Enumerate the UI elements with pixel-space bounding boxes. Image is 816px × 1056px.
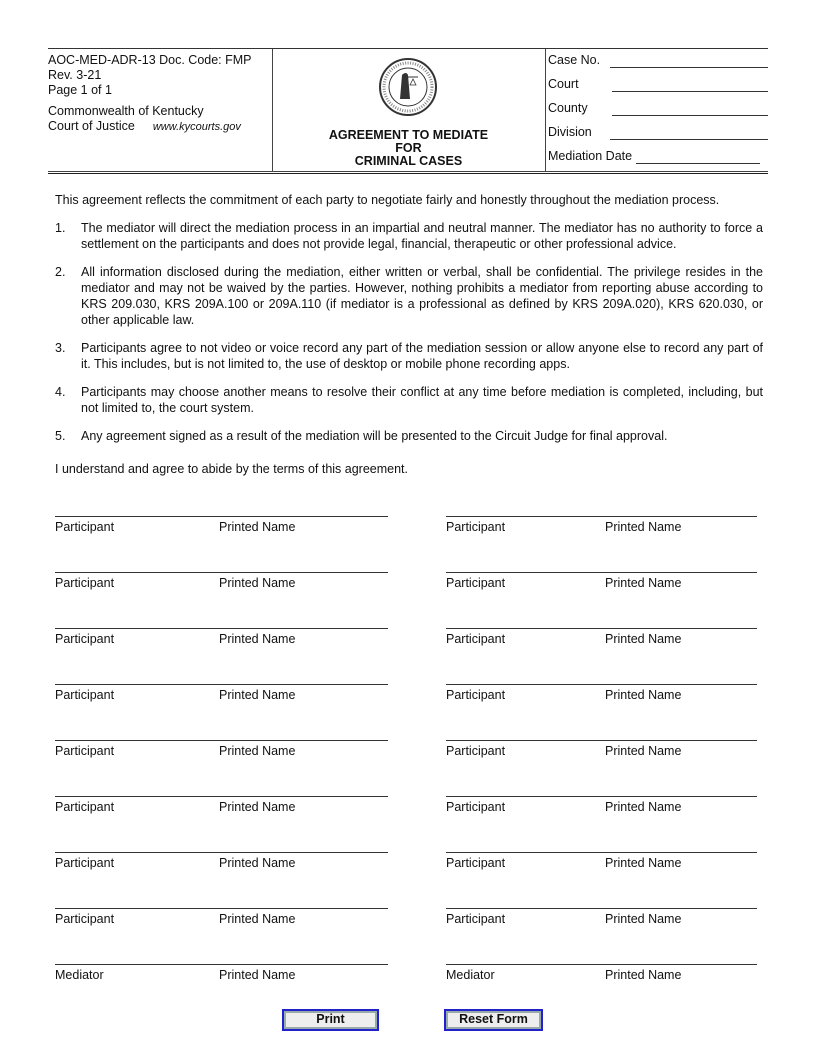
signature-line[interactable]: [55, 740, 388, 741]
field-input[interactable]: [612, 101, 768, 116]
reset-form-button[interactable]: Reset Form: [444, 1009, 543, 1031]
signature-line[interactable]: [55, 908, 388, 909]
field-label: Case No.: [548, 53, 601, 67]
form-info: [48, 53, 272, 135]
signer-role: Participant: [55, 800, 115, 814]
signature-block: [446, 852, 757, 872]
signature-block: [55, 516, 388, 536]
signature-block: [55, 740, 388, 760]
signature-block: [55, 964, 388, 984]
printed-name-label: Printed Name: [219, 912, 296, 926]
printed-name-label: Printed Name: [605, 744, 682, 758]
signature-block: [446, 796, 757, 816]
signature-line[interactable]: [446, 796, 757, 797]
field-label: Mediation Date: [548, 149, 633, 163]
title-line: FOR: [395, 141, 422, 155]
intro-text: This agreement reflects the commitment of each party to negotiate fairly and honestly throughout the mediation process.: [55, 193, 720, 207]
signer-role: Participant: [55, 520, 115, 534]
printed-name-label: Printed Name: [605, 800, 682, 814]
term-item: [55, 220, 763, 252]
printed-name-label: Printed Name: [219, 688, 296, 702]
signature-line[interactable]: [446, 516, 757, 517]
term-number: 5.: [55, 429, 66, 443]
signer-role: Participant: [446, 632, 506, 646]
field-label: Division: [548, 125, 592, 139]
field-input[interactable]: [612, 77, 768, 92]
signer-role: Participant: [55, 632, 115, 646]
signature-line[interactable]: [446, 628, 757, 629]
signer-role: Participant: [55, 688, 115, 702]
court-of-justice: Court of Justice: [48, 119, 135, 133]
signer-role: Participant: [446, 576, 506, 590]
term-item: [55, 428, 763, 444]
term-number: 1.: [55, 221, 66, 235]
signature-line[interactable]: [446, 908, 757, 909]
title-line: CRIMINAL CASES: [354, 154, 463, 168]
signature-line[interactable]: [446, 684, 757, 685]
signature-line[interactable]: [446, 964, 757, 965]
printed-name-label: Printed Name: [219, 800, 296, 814]
signer-role: Participant: [446, 912, 506, 926]
signature-block: [446, 908, 757, 928]
county-field[interactable]: [548, 101, 768, 125]
printed-name-label: Printed Name: [605, 912, 682, 926]
signature-block: [55, 684, 388, 704]
signer-role: Participant: [55, 912, 115, 926]
signer-role: Participant: [55, 856, 115, 870]
field-input[interactable]: [610, 53, 768, 68]
term-text: Any agreement signed as a result of the mediation will be presented to the Circuit Judge for final approval.: [81, 429, 668, 443]
case-fields: [548, 53, 768, 173]
signature-line[interactable]: [55, 852, 388, 853]
signature-line[interactable]: [446, 572, 757, 573]
signature-block: [55, 796, 388, 816]
website: www.kycourts.gov: [152, 121, 241, 133]
field-label: County: [548, 101, 588, 115]
printed-name-label: Printed Name: [219, 520, 296, 534]
printed-name-label: Printed Name: [219, 968, 296, 982]
division-field[interactable]: [548, 125, 768, 149]
signature-block: [55, 628, 388, 648]
signature-block: [446, 964, 757, 984]
signature-line[interactable]: [55, 964, 388, 965]
term-item: [55, 384, 763, 416]
field-label: Court: [548, 77, 579, 91]
signature-block: [55, 908, 388, 928]
signer-role: Participant: [446, 856, 506, 870]
printed-name-label: Printed Name: [605, 576, 682, 590]
printed-name-label: Printed Name: [219, 744, 296, 758]
court-line: [48, 119, 272, 135]
printed-name-label: Printed Name: [605, 688, 682, 702]
field-input[interactable]: [610, 125, 768, 140]
court-seal-icon: [378, 57, 438, 117]
divider: [545, 49, 546, 171]
form-header: [48, 48, 768, 174]
signature-line[interactable]: [446, 740, 757, 741]
printed-name-label: Printed Name: [605, 856, 682, 870]
mediation-date-field[interactable]: [548, 149, 768, 173]
signer-role: Participant: [446, 800, 506, 814]
term-number: 4.: [55, 385, 66, 399]
signer-role: Participant: [446, 744, 506, 758]
term-text: Participants may choose another means to resolve their conflict at any time before mediation is completed, including, but not limited to, the court system.: [81, 385, 763, 415]
term-number: 2.: [55, 265, 66, 279]
field-input[interactable]: [636, 149, 760, 164]
printed-name-label: Printed Name: [219, 856, 296, 870]
signature-line[interactable]: [446, 852, 757, 853]
term-number: 3.: [55, 341, 66, 355]
signature-line[interactable]: [55, 516, 388, 517]
printed-name-label: Printed Name: [219, 576, 296, 590]
signature-block: [55, 852, 388, 872]
signature-block: [446, 628, 757, 648]
court-field[interactable]: [548, 77, 768, 101]
printed-name-label: Printed Name: [605, 632, 682, 646]
signature-block: [446, 740, 757, 760]
printed-name-label: Printed Name: [605, 520, 682, 534]
signer-role: Participant: [55, 576, 115, 590]
page-number: Page 1 of 1: [48, 83, 112, 97]
signer-role: Participant: [55, 744, 115, 758]
commonwealth: Commonwealth of Kentucky: [48, 104, 204, 118]
title-line: AGREEMENT TO MEDIATE: [328, 128, 489, 142]
revision: Rev. 3-21: [48, 68, 102, 82]
term-text: Participants agree to not video or voice record any part of the mediation session or allow anyone else to record any part of it. This includes, but is not limited to, the use of desktop or mobile phone recording apps.: [81, 341, 763, 371]
printed-name-label: Printed Name: [219, 632, 296, 646]
signer-role: Mediator: [446, 968, 495, 982]
signature-line[interactable]: [55, 572, 388, 573]
signer-role: Mediator: [55, 968, 104, 982]
signer-role: Participant: [446, 688, 506, 702]
document-title: [272, 129, 545, 168]
signature-block: [55, 572, 388, 592]
signature-line[interactable]: [55, 796, 388, 797]
term-item: [55, 340, 763, 372]
signature-block: [446, 684, 757, 704]
divider: [48, 173, 768, 174]
signature-line[interactable]: [55, 684, 388, 685]
signature-line[interactable]: [55, 628, 388, 629]
signature-block: [446, 516, 757, 536]
term-text: The mediator will direct the mediation process in an impartial and neutral manner. The mediator has no authority to force a settlement on the participants and does not provide legal, financial, therapeutic or other professional advice.: [81, 221, 763, 251]
case-no-field[interactable]: [548, 53, 768, 77]
term-text: All information disclosed during the mediation, either written or verbal, shall be confidential. The privilege resides in the mediator and may not be waived by the parties. However, nothing prohibits a mediator from reporting abuse according to KRS 209.030, KRS 209A.100 or 209A.110 (if mediator is a professional as defined by KRS 209A.020), KRS 620.030, or other applicable law.: [81, 265, 763, 327]
signer-role: Participant: [446, 520, 506, 534]
acknowledgement: I understand and agree to abide by the terms of this agreement.: [55, 462, 408, 476]
printed-name-label: Printed Name: [605, 968, 682, 982]
form-id: AOC-MED-ADR-13 Doc. Code: FMP: [48, 53, 252, 67]
signature-block: [446, 572, 757, 592]
term-item: [55, 264, 763, 328]
print-button[interactable]: Print: [282, 1009, 379, 1031]
